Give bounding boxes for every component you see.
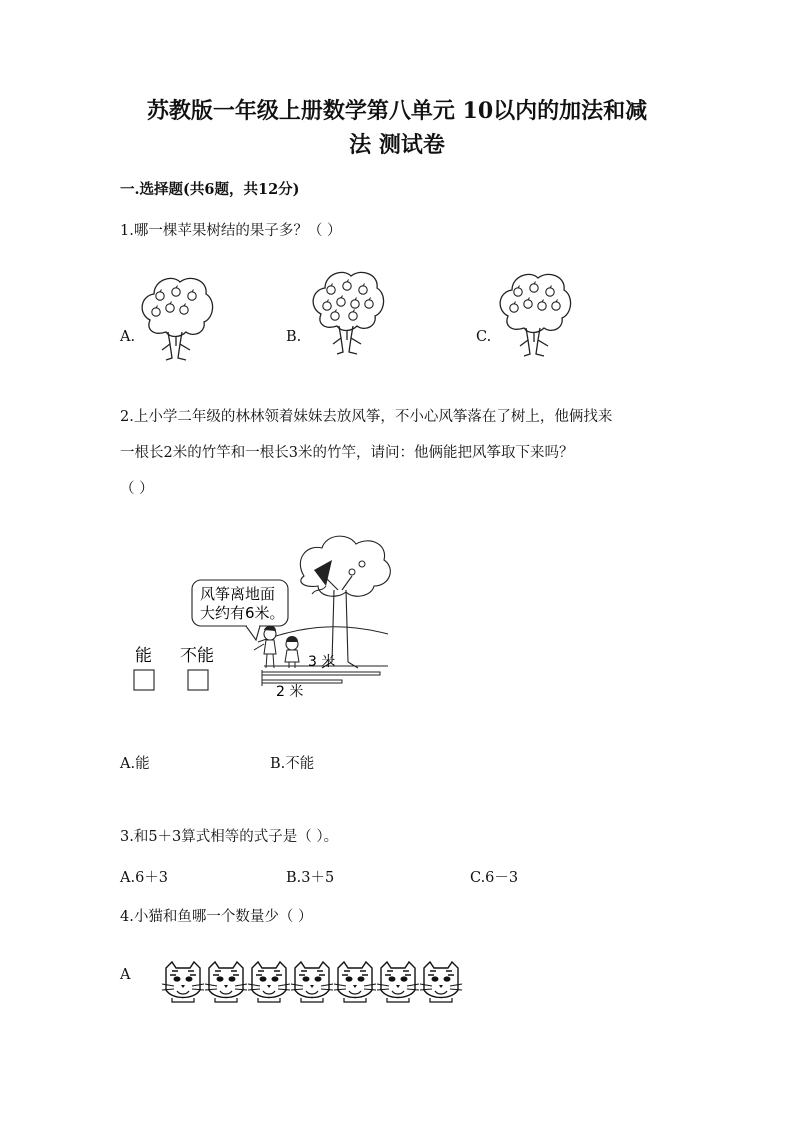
kite-tree-illustration <box>126 530 396 708</box>
q3-question: 3.和5＋3算式相等的式子是（ ）。 <box>120 829 339 845</box>
apple <box>538 302 546 310</box>
cat-icon <box>291 962 333 1002</box>
pole-2m-label: 2 米 <box>276 684 304 700</box>
checkbox-yes-box[interactable] <box>134 670 154 690</box>
tree-crown-shape <box>300 536 390 596</box>
apple <box>152 308 160 316</box>
apple <box>180 306 188 314</box>
apple <box>166 304 174 312</box>
pole-3m <box>262 672 380 675</box>
apple <box>359 286 367 294</box>
apple <box>323 302 331 310</box>
cat-icon <box>205 962 247 1002</box>
apple <box>552 302 560 310</box>
tree-crown <box>142 278 212 336</box>
apple <box>337 298 345 306</box>
cat-row-illustration <box>160 960 470 1004</box>
checkbox-yes-label: 能 <box>135 646 152 666</box>
apple-tree-b-icon <box>307 268 387 360</box>
section-heading: 一.选择题(共6题，共12分) <box>120 181 300 198</box>
apple <box>349 312 357 320</box>
tree-trunk <box>520 328 548 356</box>
checkbox-no-label: 不能 <box>180 646 214 666</box>
bubble-text-line2: 大约有6米。 <box>200 604 285 622</box>
q4-row-label: A <box>120 967 131 983</box>
q3-option-c[interactable]: C.6－3 <box>470 870 519 886</box>
pole-2m <box>262 680 342 683</box>
q3-option-a[interactable]: A.6＋3 <box>120 870 169 886</box>
tree-b-drawing <box>313 272 383 354</box>
q1-question: 1.哪一棵苹果树结的果子多？（ ） <box>120 223 342 239</box>
kite-shape <box>314 560 332 586</box>
tree-a-drawing <box>142 278 212 360</box>
apple <box>524 300 532 308</box>
q3-option-b[interactable]: B.3＋5 <box>286 870 335 886</box>
apple-tree-c-icon <box>494 270 574 360</box>
apple <box>172 288 180 296</box>
apple <box>546 288 554 296</box>
cat-icon <box>248 962 290 1002</box>
apple-tree-a-icon <box>136 274 216 362</box>
q1-option-a[interactable]: A. <box>120 329 136 345</box>
cat-icon <box>334 962 376 1002</box>
checkbox-no-box[interactable] <box>188 670 208 690</box>
apple <box>365 300 373 308</box>
cat-icon <box>377 962 419 1002</box>
title-line-2: 法 测试卷 <box>349 132 445 158</box>
q2-question-line1: 2.上小学二年级的林林领着妹妹去放风筝，不小心风筝落在了树上，他俩找来 <box>120 409 613 425</box>
q2-question-line2: 一根长2米的竹竿和一根长3米的竹竿，请问：他俩能把风筝取下来吗？ <box>120 445 574 461</box>
apple <box>510 304 518 312</box>
apple <box>327 286 335 294</box>
q4-question: 4.小猫和鱼哪一个数量少（ ） <box>120 909 313 925</box>
apple <box>351 300 359 308</box>
tree-c-drawing <box>500 274 570 356</box>
apple <box>343 282 351 290</box>
tree-trunk <box>162 332 190 360</box>
apple <box>514 288 522 296</box>
apple <box>188 292 196 300</box>
cat-icon <box>162 962 204 1002</box>
tree-trunk <box>333 326 361 354</box>
q1-option-c[interactable]: C. <box>476 329 492 345</box>
apple <box>156 292 164 300</box>
bubble-text-line1: 风筝离地面 <box>200 585 276 603</box>
apple <box>530 284 538 292</box>
apple <box>331 312 339 320</box>
q1-option-b[interactable]: B. <box>286 329 302 345</box>
pole-3m-label: 3 米 <box>308 654 336 670</box>
page-title <box>100 94 694 162</box>
q2-option-b[interactable]: B.不能 <box>270 756 315 772</box>
q2-option-a[interactable]: A.能 <box>120 756 150 772</box>
cat-icon <box>420 962 462 1002</box>
title-line-1: 苏教版一年级上册数学第八单元 10以内的加法和减 <box>146 98 648 124</box>
q2-answer-blank: （ ） <box>120 481 154 497</box>
